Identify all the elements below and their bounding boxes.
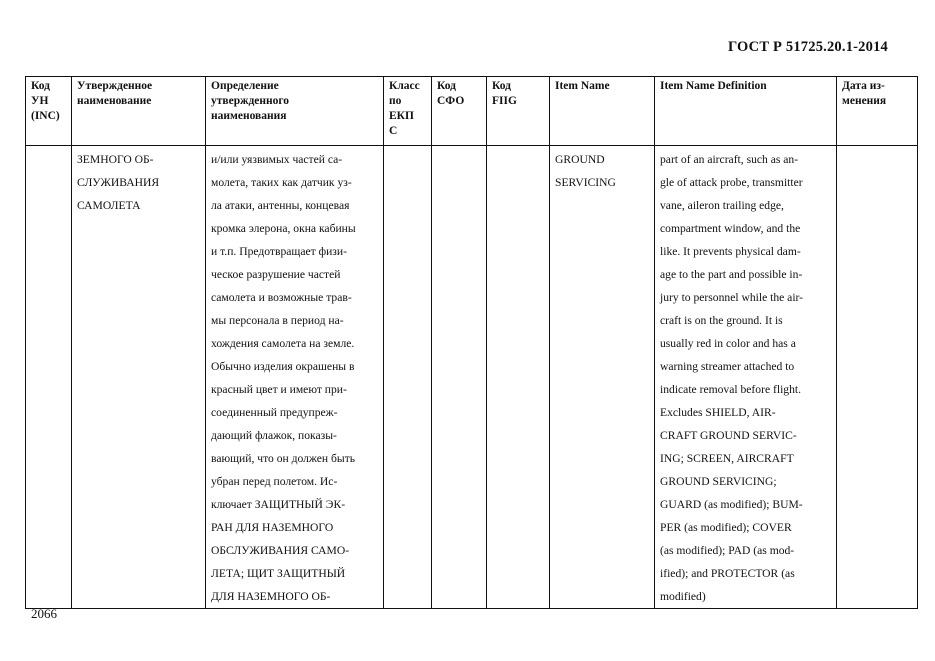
cell-line: убран перед полетом. Ис- [211,475,338,488]
cell-line: РАН ДЛЯ НАЗЕМНОГО [211,521,334,534]
cell-line: дающий флажок, показы- [211,429,337,442]
cell-inc [26,146,72,609]
header-line: Item Name Definition [660,80,767,92]
cell-line: ла атаки, антенны, концевая [211,199,350,212]
cell-line: Excludes SHIELD, AIR- [660,406,776,419]
cell-line: ОБСЛУЖИВАНИЯ САМО- [211,544,350,557]
header-line: утвержденного [211,95,290,107]
cell-line: и/или уязвимых частей са- [211,153,343,166]
cell-line: молета, таких как датчик уз- [211,176,352,189]
cell-line: gle of attack probe, transmitter [660,176,803,189]
header-line: Код [437,80,457,92]
cell-line: красный цвет и имеют при- [211,383,347,396]
document-code: ГОСТ Р 51725.20.1-2014 [727,39,888,55]
header-line: С [389,125,398,137]
header-line: УН [31,95,49,107]
page-number: 2066 [31,606,57,621]
cell-line: GROUND SERVICING; [660,475,777,488]
cell-line: age to the part and possible in- [660,268,803,281]
cell-line: vane, aileron trailing edge, [660,199,784,212]
header-item-name-definition [655,77,837,146]
header-line: ЕКП [389,110,414,122]
cell-line: ЗЕМНОГО ОБ- [77,153,154,166]
header-line: (INC) [31,110,60,122]
cell-line: GROUND [555,153,605,166]
header-line: Item Name [555,80,610,92]
header-line: Дата из- [842,80,885,92]
cell-line: SERVICING [555,176,616,189]
cell-line: вающий, что он должен быть [211,452,356,465]
header-fiig-code [487,77,550,146]
header-line: наименование [77,95,152,107]
header-line: СФО [437,95,465,107]
cell-sfo-code [432,146,487,609]
header-item-name [550,77,655,146]
header-line: FIIG [492,95,517,107]
cell-line: ING; SCREEN, AIRCRAFT [660,452,794,465]
cell-item-name [550,146,655,609]
cell-line: modified) [660,590,706,603]
header-sfo-code [432,77,487,146]
cell-line: indicate removal before flight. [660,383,801,396]
cell-line: ЛЕТА; ЩИТ ЗАЩИТНЫЙ [211,567,346,580]
header-line: Класс [389,80,420,92]
cell-line: compartment window, and the [660,222,801,235]
cell-line: самолета и возможные трав- [211,291,352,304]
cell-line: part of an aircraft, such as an- [660,153,799,166]
cell-line: ified); and PROTECTOR (as [660,567,795,580]
cell-line: соединенный предупреж- [211,406,338,419]
cell-line: ДЛЯ НАЗЕМНОГО ОБ- [211,590,331,603]
cell-line: PER (as modified); COVER [660,521,792,534]
header-inc [26,77,72,146]
cell-change-date [837,146,918,609]
header-line: Код [31,80,51,92]
cell-class-ekps [384,146,432,609]
header-definition [206,77,384,146]
cell-line: (as modified); PAD (as mod- [660,544,795,557]
cell-line: CRAFT GROUND SERVIC- [660,429,797,442]
cell-line: GUARD (as modified); BUM- [660,498,803,511]
header-line: по [389,95,402,107]
header-line: наименования [211,110,287,122]
cell-line: САМОЛЕТА [77,199,141,212]
cell-line: craft is on the ground. It is [660,314,783,327]
header-approved-name [72,77,206,146]
header-line: Определение [211,80,279,92]
cell-line: like. It prevents physical dam- [660,245,801,258]
cell-definition [206,146,384,609]
cell-item-name-definition [655,146,837,609]
table-header-row [26,77,918,146]
cell-line: и т.п. Предотвращает физи- [211,245,347,258]
header-line: менения [842,95,887,107]
cell-line: кромка элерона, окна кабины [211,222,356,235]
cell-line: Обычно изделия окрашены в [211,360,355,373]
cell-line: usually red in color and has a [660,337,796,350]
cell-approved-name [72,146,206,609]
header-line: Утвержденное [77,80,153,92]
cell-line: jury to personnel while the air- [660,291,804,304]
cell-line: ческое разрушение частей [211,268,341,281]
cell-fiig-code [487,146,550,609]
cell-line: хождения самолета на земле. [211,337,355,350]
header-line: Код [492,80,512,92]
cell-line: warning streamer attached to [660,360,795,373]
header-class-ekps [384,77,432,146]
cell-line: СЛУЖИВАНИЯ [77,176,160,189]
table-row [26,146,918,609]
cell-line: мы персонала в период на- [211,314,344,327]
classification-table [25,76,918,609]
header-change-date [837,77,918,146]
cell-line: ключает ЗАЩИТНЫЙ ЭК- [211,498,346,511]
